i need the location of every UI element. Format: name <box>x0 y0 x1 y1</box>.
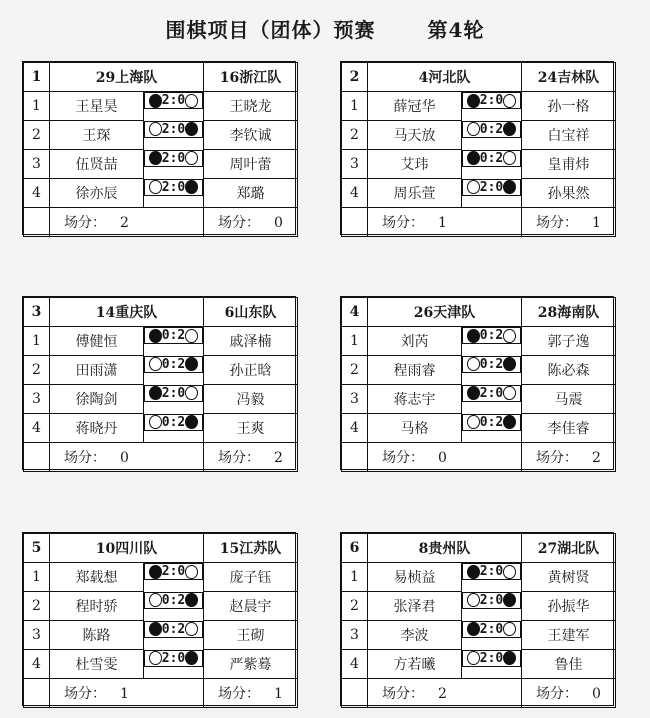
team-b-points <box>204 208 298 237</box>
match-table-6 <box>340 532 614 706</box>
white-stone-icon <box>503 329 516 343</box>
white-stone-icon <box>185 565 198 579</box>
white-stone-icon <box>149 415 162 429</box>
player-a: 伍贤喆 <box>50 150 144 179</box>
board-result <box>462 327 521 344</box>
team-b-name: 16浙江队 <box>204 63 298 92</box>
team-b-name: 6山东队 <box>204 298 298 327</box>
board-result <box>462 92 521 109</box>
points-label: 场分： <box>536 215 578 231</box>
white-stone-icon <box>149 180 162 194</box>
points-label: 场分： <box>382 450 424 466</box>
black-stone-icon <box>503 357 516 371</box>
team-b-points-value: 0 <box>592 686 601 702</box>
board-score: 0:2 <box>161 356 186 372</box>
board-row <box>342 414 616 443</box>
board-number: 3 <box>342 621 368 650</box>
match-points-row <box>342 679 616 708</box>
team-a-name: 10四川队 <box>50 534 204 563</box>
player-b: 孙振华 <box>522 592 616 621</box>
player-a: 方若曦 <box>368 650 462 679</box>
white-stone-icon <box>185 94 198 108</box>
page-title <box>0 14 650 43</box>
white-stone-icon <box>467 357 480 371</box>
white-stone-icon <box>185 329 198 343</box>
match-header <box>342 298 616 327</box>
black-stone-icon <box>185 122 198 136</box>
match-number: 6 <box>342 534 368 563</box>
event-title: 围棋项目（团体）预赛 <box>165 18 376 42</box>
board-result <box>144 414 203 431</box>
white-stone-icon <box>503 622 516 636</box>
black-stone-icon <box>503 180 516 194</box>
board-number: 1 <box>24 563 50 592</box>
board-number: 3 <box>24 150 50 179</box>
player-b: 郑璐 <box>204 179 298 208</box>
player-b: 王建军 <box>522 621 616 650</box>
team-b-points <box>204 679 298 708</box>
board-score: 0:2 <box>161 414 186 430</box>
white-stone-icon <box>467 180 480 194</box>
team-a-name: 4河北队 <box>368 63 522 92</box>
player-a: 程时骄 <box>50 592 144 621</box>
black-stone-icon <box>185 357 198 371</box>
player-a: 王琛 <box>50 121 144 150</box>
match-header <box>24 298 298 327</box>
player-b: 王晓龙 <box>204 92 298 121</box>
board-row <box>342 621 616 650</box>
black-stone-icon <box>467 329 480 343</box>
player-a: 程雨睿 <box>368 356 462 385</box>
player-a: 郑载想 <box>50 563 144 592</box>
white-stone-icon <box>149 593 162 607</box>
board-row <box>24 92 298 121</box>
board-score: 0:2 <box>161 621 186 637</box>
board-row <box>24 621 298 650</box>
board-score: 2:0 <box>161 121 186 137</box>
black-stone-icon <box>149 329 162 343</box>
white-stone-icon <box>503 386 516 400</box>
points-label: 场分： <box>64 686 106 702</box>
black-stone-icon <box>503 651 516 665</box>
team-b-name: 28海南队 <box>522 298 616 327</box>
white-stone-icon <box>503 565 516 579</box>
team-b-points <box>522 679 616 708</box>
board-score: 2:0 <box>161 564 186 579</box>
board-row <box>24 385 298 414</box>
team-b-points-value: 0 <box>274 215 283 231</box>
match-number: 4 <box>342 298 368 327</box>
player-a: 马天放 <box>368 121 462 150</box>
match-points-row <box>24 208 298 237</box>
board-row <box>342 650 616 679</box>
black-stone-icon <box>185 180 198 194</box>
player-b: 王爽 <box>204 414 298 443</box>
points-label: 场分： <box>536 686 578 702</box>
board-row <box>342 150 616 179</box>
board-score: 0:2 <box>479 414 504 430</box>
board-result <box>462 179 521 196</box>
board-score: 0:2 <box>479 150 504 166</box>
player-b: 孙一格 <box>522 92 616 121</box>
board-number: 3 <box>342 150 368 179</box>
black-stone-icon <box>149 94 162 108</box>
player-a: 周乐萱 <box>368 179 462 208</box>
black-stone-icon <box>467 151 480 165</box>
points-label: 场分： <box>64 450 106 466</box>
player-a: 田雨潇 <box>50 356 144 385</box>
board-score: 0:2 <box>161 328 186 343</box>
board-row <box>342 92 616 121</box>
player-b: 庞子钰 <box>204 563 298 592</box>
match-table-5 <box>22 532 296 706</box>
board-result <box>144 327 203 344</box>
board-number: 1 <box>342 92 368 121</box>
white-stone-icon <box>503 151 516 165</box>
team-b-name: 15江苏队 <box>204 534 298 563</box>
board-number: 2 <box>24 592 50 621</box>
board-score: 0:2 <box>479 121 504 137</box>
board-score: 2:0 <box>479 385 504 401</box>
board-number: 1 <box>342 327 368 356</box>
player-a: 薛冠华 <box>368 92 462 121</box>
board-row <box>24 563 298 592</box>
match-number: 5 <box>24 534 50 563</box>
blank-cell <box>342 443 368 472</box>
points-label: 场分： <box>218 686 261 702</box>
match-number: 1 <box>24 63 50 92</box>
team-a-points-value: 0 <box>438 450 447 466</box>
board-result <box>144 150 203 167</box>
board-score: 2:0 <box>161 179 186 195</box>
team-a-points-value: 1 <box>120 686 129 702</box>
board-number: 1 <box>24 327 50 356</box>
blank-cell <box>342 679 368 708</box>
black-stone-icon <box>467 94 480 108</box>
match-table-2 <box>340 61 614 235</box>
board-result <box>144 356 203 373</box>
player-b: 赵晨宇 <box>204 592 298 621</box>
board-row <box>24 414 298 443</box>
match-table-3 <box>22 296 296 470</box>
player-b: 白宝祥 <box>522 121 616 150</box>
board-result <box>462 414 521 431</box>
black-stone-icon <box>185 593 198 607</box>
white-stone-icon <box>467 651 480 665</box>
board-row <box>342 327 616 356</box>
board-result <box>462 563 521 580</box>
white-stone-icon <box>467 122 480 136</box>
player-a: 傅健恒 <box>50 327 144 356</box>
player-a: 杜雪雯 <box>50 650 144 679</box>
match-header <box>342 63 616 92</box>
board-result <box>144 592 203 609</box>
team-b-points-value: 2 <box>274 450 283 466</box>
black-stone-icon <box>149 151 162 165</box>
blank-cell <box>24 443 50 472</box>
board-score: 2:0 <box>479 650 504 666</box>
board-score: 2:0 <box>479 564 504 579</box>
match-points-row <box>24 443 298 472</box>
board-result <box>144 621 203 638</box>
team-a-points-value: 1 <box>438 215 447 231</box>
black-stone-icon <box>503 415 516 429</box>
black-stone-icon <box>467 622 480 636</box>
team-a-points <box>368 208 522 237</box>
white-stone-icon <box>185 622 198 636</box>
board-score: 2:0 <box>479 592 504 608</box>
player-b: 王砌 <box>204 621 298 650</box>
black-stone-icon <box>503 593 516 607</box>
black-stone-icon <box>467 386 480 400</box>
player-a: 李波 <box>368 621 462 650</box>
player-b: 鲁佳 <box>522 650 616 679</box>
team-b-points-value: 1 <box>274 686 283 702</box>
board-number: 1 <box>342 563 368 592</box>
player-b: 李佳睿 <box>522 414 616 443</box>
match-header <box>24 63 298 92</box>
white-stone-icon <box>467 415 480 429</box>
board-row <box>24 179 298 208</box>
team-a-points <box>368 443 522 472</box>
board-score: 0:2 <box>161 592 186 608</box>
player-a: 易桢益 <box>368 563 462 592</box>
black-stone-icon <box>185 651 198 665</box>
board-row <box>24 650 298 679</box>
board-number: 3 <box>24 621 50 650</box>
player-b: 马震 <box>522 385 616 414</box>
player-a: 王星昊 <box>50 92 144 121</box>
board-row <box>342 592 616 621</box>
board-result <box>462 592 521 609</box>
player-b: 冯毅 <box>204 385 298 414</box>
player-a: 刘芮 <box>368 327 462 356</box>
board-result <box>462 356 521 373</box>
team-a-name: 29上海队 <box>50 63 204 92</box>
board-score: 2:0 <box>161 385 186 401</box>
team-a-name: 8贵州队 <box>368 534 522 563</box>
white-stone-icon <box>503 94 516 108</box>
player-b: 周叶蕾 <box>204 150 298 179</box>
player-b: 李钦诚 <box>204 121 298 150</box>
player-a: 陈路 <box>50 621 144 650</box>
points-label: 场分： <box>64 215 106 231</box>
black-stone-icon <box>149 386 162 400</box>
team-b-points <box>204 443 298 472</box>
board-score: 2:0 <box>479 621 504 637</box>
blank-cell <box>24 679 50 708</box>
match-table-1 <box>22 61 296 235</box>
board-number: 3 <box>342 385 368 414</box>
board-row <box>24 121 298 150</box>
player-b: 戚泽楠 <box>204 327 298 356</box>
player-b: 孙正晗 <box>204 356 298 385</box>
black-stone-icon <box>149 622 162 636</box>
board-result <box>144 650 203 667</box>
team-a-points-value: 0 <box>120 450 129 466</box>
player-b: 黄树贤 <box>522 563 616 592</box>
player-a: 徐陶剑 <box>50 385 144 414</box>
board-row <box>342 356 616 385</box>
board-number: 4 <box>24 650 50 679</box>
black-stone-icon <box>503 122 516 136</box>
board-result <box>462 621 521 638</box>
board-result <box>462 121 521 138</box>
board-score: 0:2 <box>479 328 504 343</box>
team-b-points-value: 2 <box>592 450 601 466</box>
board-row <box>342 121 616 150</box>
board-row <box>342 563 616 592</box>
board-result <box>462 385 521 402</box>
points-label: 场分： <box>218 215 261 231</box>
board-result <box>144 179 203 196</box>
team-b-points <box>522 443 616 472</box>
board-row <box>24 150 298 179</box>
board-number: 4 <box>24 414 50 443</box>
board-result <box>462 150 521 167</box>
board-score: 2:0 <box>479 93 504 108</box>
match-points-row <box>342 208 616 237</box>
board-number: 4 <box>342 650 368 679</box>
white-stone-icon <box>185 386 198 400</box>
points-label: 场分： <box>218 450 261 466</box>
board-number: 1 <box>24 92 50 121</box>
team-a-points-value: 2 <box>120 215 129 231</box>
player-b: 陈必森 <box>522 356 616 385</box>
player-b: 严紫蓦 <box>204 650 298 679</box>
black-stone-icon <box>467 565 480 579</box>
board-result <box>462 650 521 667</box>
board-score: 0:2 <box>479 356 504 372</box>
board-score: 2:0 <box>161 150 186 166</box>
team-a-points <box>50 679 204 708</box>
player-a: 徐亦辰 <box>50 179 144 208</box>
board-result <box>144 563 203 580</box>
board-number: 2 <box>24 356 50 385</box>
match-table-4 <box>340 296 614 470</box>
board-number: 4 <box>24 179 50 208</box>
board-number: 3 <box>24 385 50 414</box>
white-stone-icon <box>149 651 162 665</box>
black-stone-icon <box>185 415 198 429</box>
team-a-points <box>368 679 522 708</box>
team-b-name: 24吉林队 <box>522 63 616 92</box>
board-row <box>24 356 298 385</box>
board-number: 4 <box>342 414 368 443</box>
team-a-points <box>50 208 204 237</box>
blank-cell <box>24 208 50 237</box>
match-header <box>342 534 616 563</box>
board-row <box>342 385 616 414</box>
player-a: 张泽君 <box>368 592 462 621</box>
player-a: 马格 <box>368 414 462 443</box>
points-label: 场分： <box>382 215 424 231</box>
blank-cell <box>342 208 368 237</box>
board-number: 2 <box>24 121 50 150</box>
player-a: 艾玮 <box>368 150 462 179</box>
black-stone-icon <box>149 565 162 579</box>
match-header <box>24 534 298 563</box>
team-b-points-value: 1 <box>592 215 601 231</box>
points-label: 场分： <box>382 686 424 702</box>
player-a: 蒋晓丹 <box>50 414 144 443</box>
round-label: 第4轮 <box>427 18 485 42</box>
board-row <box>342 179 616 208</box>
board-number: 2 <box>342 356 368 385</box>
team-a-points <box>50 443 204 472</box>
match-number: 3 <box>24 298 50 327</box>
board-row <box>24 327 298 356</box>
white-stone-icon <box>467 593 480 607</box>
team-b-name: 27湖北队 <box>522 534 616 563</box>
points-label: 场分： <box>536 450 579 466</box>
white-stone-icon <box>149 122 162 136</box>
player-a: 蒋志宇 <box>368 385 462 414</box>
board-result <box>144 92 203 109</box>
team-a-name: 26天津队 <box>368 298 522 327</box>
board-score: 2:0 <box>161 650 186 666</box>
board-score: 2:0 <box>479 179 504 195</box>
team-a-points-value: 2 <box>438 686 447 702</box>
team-a-name: 14重庆队 <box>50 298 204 327</box>
board-result <box>144 385 203 402</box>
match-points-row <box>24 679 298 708</box>
white-stone-icon <box>149 357 162 371</box>
player-b: 孙果然 <box>522 179 616 208</box>
board-number: 2 <box>342 121 368 150</box>
player-b: 郭子逸 <box>522 327 616 356</box>
match-points-row <box>342 443 616 472</box>
team-b-points <box>522 208 616 237</box>
board-number: 4 <box>342 179 368 208</box>
white-stone-icon <box>185 151 198 165</box>
match-number: 2 <box>342 63 368 92</box>
player-b: 皇甫炜 <box>522 150 616 179</box>
board-number: 2 <box>342 592 368 621</box>
board-score: 2:0 <box>161 93 186 108</box>
board-row <box>24 592 298 621</box>
board-result <box>144 121 203 138</box>
